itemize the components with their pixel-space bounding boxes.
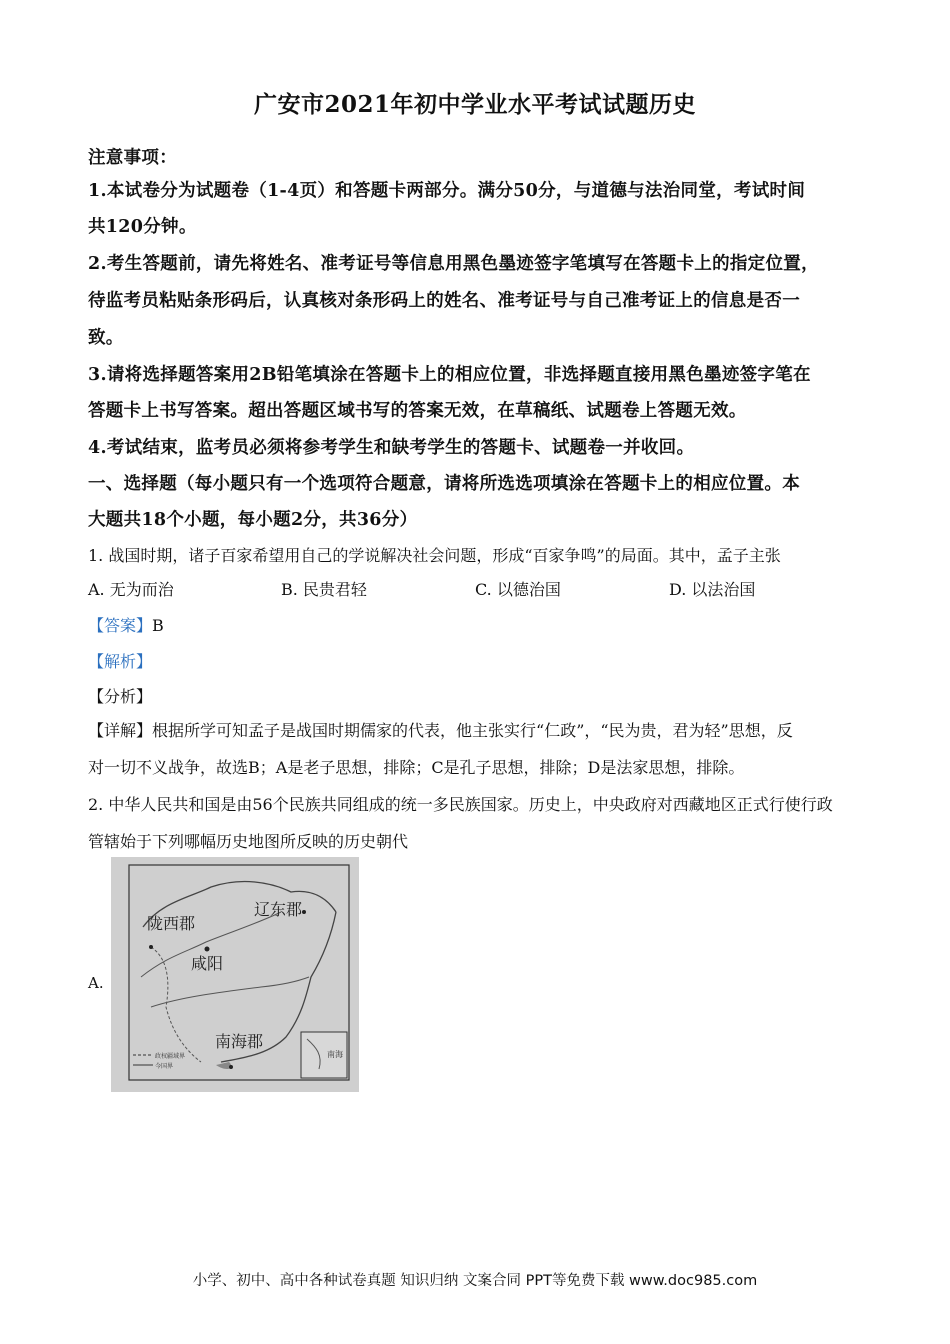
section-heading: 一、选择题（每小题只有一个选项符合题意，请将所选选项填涂在答题卡上的相应位置。本 xyxy=(88,474,800,494)
note-line: 待监考员粘贴条形码后，认真核对条形码上的姓名、准考证号与自己准考证上的信息是否一 xyxy=(88,291,800,311)
legend-label-1: 政权疆域界 xyxy=(155,1053,186,1060)
page-title: 广安市2021年初中学业水平考试试题历史 xyxy=(253,91,696,118)
question-1-stem: 1. 战国时期，诸子百家希望用自己的学说解决社会问题，形成“百家争鸣”的局面。其中，孟子主张 xyxy=(88,546,781,565)
q2-option-a-label: A. xyxy=(88,974,104,992)
q1-option-c: C. 以德治国 xyxy=(475,580,561,599)
notes-heading: 注意事项： xyxy=(88,148,177,168)
note-line: 3.请将选择题答案用2B铅笔填涂在答题卡上的相应位置，非选择题直接用黑色墨迹签字笔在 xyxy=(88,365,811,385)
section-heading-cont: 大题共18个小题，每小题2分，共36分） xyxy=(88,510,418,530)
q1-detail-cont: 对一切不义战争，故选B；A是老子思想，排除；C是孔子思想，排除；D是法家思想，排除。 xyxy=(88,758,745,777)
label-nanhai: 南海郡 xyxy=(215,1032,264,1051)
q1-option-a: A. 无为而治 xyxy=(88,580,174,599)
jiexi-tag: 【解析】 xyxy=(88,652,153,671)
q1-answer xyxy=(88,613,878,636)
longxi-dot xyxy=(149,945,153,949)
answer-value: B xyxy=(152,616,164,635)
q1-option-d: D. 以法治国 xyxy=(669,580,756,599)
legend-label-2: 今国界 xyxy=(155,1063,174,1070)
label-xianyang: 咸阳 xyxy=(191,954,224,973)
q1-option-b: B. 民贵君轻 xyxy=(281,580,367,599)
question-2-stem: 2. 中华人民共和国是由56个民族共同组成的统一多民族国家。历史上，中央政府对西藏地区正式行使行政 xyxy=(88,795,833,814)
nanhai-dot xyxy=(229,1065,233,1069)
fenxi-tag: 【分析】 xyxy=(88,687,153,706)
note-line: 4.考试结束，监考员必须将参考学生和缺考学生的答题卡、试题卷一并收回。 xyxy=(88,438,695,458)
qin-dynasty-map xyxy=(111,857,359,1092)
q1-detail xyxy=(88,718,878,741)
note-line: 答题卡上书写答案。超出答题区域书写的答案无效，在草稿纸、试题卷上答题无效。 xyxy=(88,401,747,421)
xianyang-dot xyxy=(205,947,210,952)
answer-tag: 【答案】 xyxy=(88,616,153,635)
page-footer: 小学、初中、高中各种试卷真题 知识归纳 文案合同 PPT等免费下载 www.doc985.com xyxy=(192,1273,758,1289)
detail-tag: 【详解】 xyxy=(88,721,153,740)
note-line: 致。 xyxy=(88,328,124,348)
label-longxi: 陇西郡 xyxy=(147,914,196,933)
label-liaodong: 辽东郡 xyxy=(254,900,303,919)
note-line: 2.考生答题前，请先将姓名、准考证号等信息用黑色墨迹签字笔填写在答题卡上的指定位置， xyxy=(88,254,819,274)
note-line: 共120分钟。 xyxy=(88,217,197,237)
inset-label: 南海 xyxy=(327,1050,343,1059)
liaodong-dot xyxy=(302,910,306,914)
note-line: 1.本试卷分为试题卷（1-4页）和答题卡两部分。满分50分，与道德与法治同堂，考试时间 xyxy=(88,181,806,201)
detail-text: 根据所学可知孟子是战国时期儒家的代表，他主张实行“仁政”，“民为贵，君为轻”思想，反 xyxy=(152,721,793,740)
question-2-stem-cont: 管辖始于下列哪幅历史地图所反映的历史朝代 xyxy=(88,832,409,851)
